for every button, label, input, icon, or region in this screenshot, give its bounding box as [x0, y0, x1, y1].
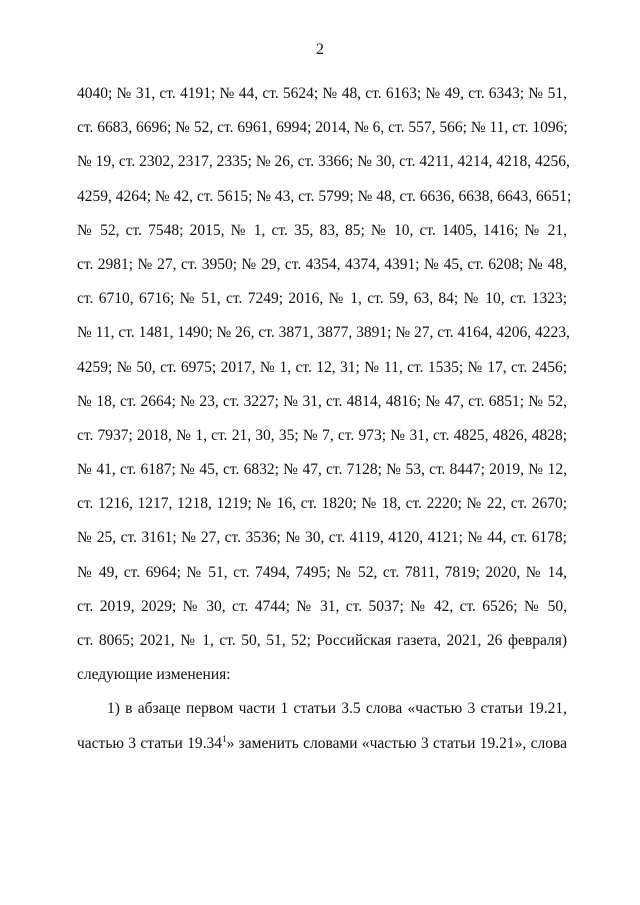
item-text-after-superscript: » заменить словами «частью 3 статьи 19.21», слова: [226, 734, 567, 752]
text-line: ст. 6683, 6696; № 52, ст. 6961, 6994; 2014, № 6, ст. 557, 566; № 11, ст. 1096;: [77, 119, 568, 137]
item-text-before-superscript: частью 3 статьи 19.34: [77, 734, 223, 752]
text-line: № 49, ст. 6964; № 51, ст. 7494, 7495; № 52, ст. 7811, 7819; 2020, № 14,: [77, 563, 567, 581]
text-line: № 11, ст. 1481, 1490; № 26, ст. 3871, 3877, 3891; № 27, ст. 4164, 4206, 4223,: [77, 324, 570, 342]
text-line: № 19, ст. 2302, 2317, 2335; № 26, ст. 3366; № 30, ст. 4211, 4214, 4218, 4256,: [77, 153, 570, 171]
superscript-1: 1: [222, 733, 227, 744]
text-line: 4259, 4264; № 42, ст. 5615; № 43, ст. 5799; № 48, ст. 6636, 6638, 6643, 6651;: [77, 187, 572, 205]
document-body: [77, 77, 572, 761]
text-line: ст. 1216, 1217, 1218, 1219; № 16, ст. 1820; № 18, ст. 2220; № 22, ст. 2670;: [77, 495, 567, 513]
text-line: № 41, ст. 6187; № 45, ст. 6832; № 47, ст. 7128; № 53, ст. 8447; 2019, № 12,: [77, 461, 567, 479]
text-line: ст. 7937; 2018, № 1, ст. 21, 30, 35; № 7, ст. 973; № 31, ст. 4825, 4826, 4828;: [77, 426, 567, 444]
text-line: ст. 2019, 2029; № 30, ст. 4744; № 31, ст. 5037; № 42, ст. 6526; № 50,: [77, 597, 567, 615]
text-line: ст. 2981; № 27, ст. 3950; № 29, ст. 4354, 4374, 4391; № 45, ст. 6208; № 48,: [77, 255, 567, 273]
page-number: 2: [316, 41, 324, 58]
list-item-1-line-2: [77, 727, 567, 761]
list-item-1-line-1: 1) в абзаце первом части 1 статьи 3.5 слова «частью 3 статьи 19.21,: [107, 700, 567, 718]
text-line: № 25, ст. 3161; № 27, ст. 3536; № 30, ст. 4119, 4120, 4121; № 44, ст. 6178;: [77, 529, 567, 547]
text-line: 4259; № 50, ст. 6975; 2017, № 1, ст. 12, 31; № 11, ст. 1535; № 17, ст. 2456;: [77, 358, 567, 376]
text-line: ст. 8065; 2021, № 1, ст. 50, 51, 52; Российская газета, 2021, 26 февраля): [77, 632, 567, 649]
text-line: 4040; № 31, ст. 4191; № 44, ст. 5624; № 48, ст. 6163; № 49, ст. 6343; № 51,: [77, 85, 567, 102]
text-line: № 52, ст. 7548; 2015, № 1, ст. 35, 83, 85; № 10, ст. 1405, 1416; № 21,: [77, 221, 567, 239]
text-line: следующие изменения:: [77, 666, 231, 684]
text-line: № 18, ст. 2664; № 23, ст. 3227; № 31, ст. 4814, 4816; № 47, ст. 6851; № 52,: [77, 392, 567, 410]
text-line: ст. 6710, 6716; № 51, ст. 7249; 2016, № 1, ст. 59, 63, 84; № 10, ст. 1323;: [77, 290, 567, 308]
